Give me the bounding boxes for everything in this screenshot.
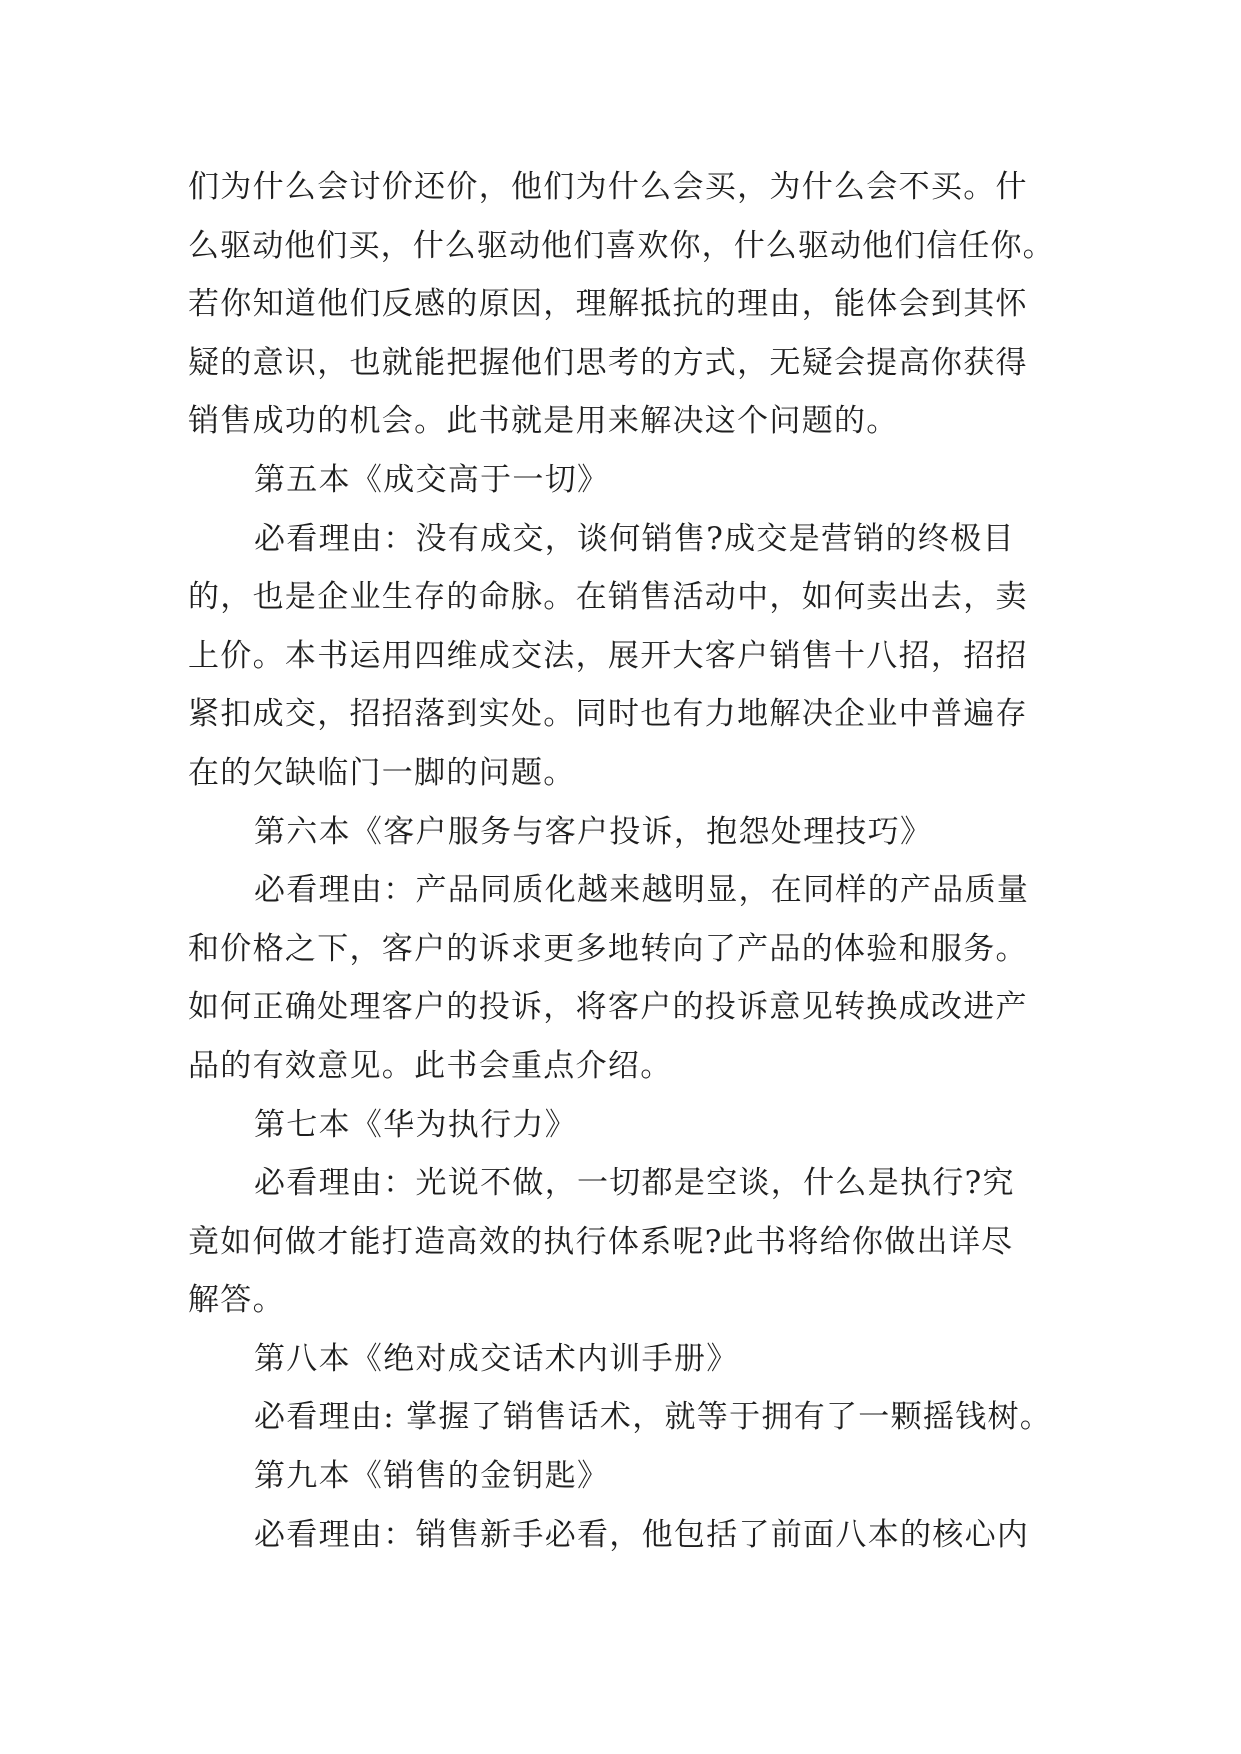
text-line: 第七本《华为执行力》 bbox=[254, 1106, 577, 1143]
text-line: 和价格之下，客户的诉求更多地转向了产品的体验和服务。 bbox=[188, 930, 1028, 967]
text-line: 么驱动他们买，什么驱动他们喜欢你，什么驱动他们信任你。 bbox=[188, 227, 1055, 264]
text-line: 销售成功的机会。此书就是用来解决这个问题的。 bbox=[188, 403, 899, 440]
text-line: 必看理由：没有成交，谈何销售?成交是营销的终极目 bbox=[254, 520, 1015, 557]
text-line: 第八本《绝对成交话术内训手册》 bbox=[254, 1340, 739, 1377]
text-line: 疑的意识，也就能把握他们思考的方式，无疑会提高你获得 bbox=[188, 344, 1028, 381]
text-line: 上价。本书运用四维成交法，展开大客户销售十八招，招招 bbox=[188, 637, 1028, 674]
text-line: 必看理由：产品同质化越来越明显，在同样的产品质量 bbox=[254, 872, 1030, 909]
text-line: 的，也是企业生存的命脉。在销售活动中，如何卖出去，卖 bbox=[188, 579, 1028, 616]
text-line: 第六本《客户服务与客户投诉，抱怨处理技巧》 bbox=[254, 813, 933, 850]
text-line: 第九本《销售的金钥匙》 bbox=[254, 1458, 610, 1495]
text-line: 若你知道他们反感的原因，理解抵抗的理由，能体会到其怀 bbox=[188, 286, 1028, 323]
text-line: 品的有效意见。此书会重点介绍。 bbox=[188, 1047, 673, 1084]
text-line: 在的欠缺临门一脚的问题。 bbox=[188, 754, 576, 791]
text-line: 解答。 bbox=[188, 1282, 285, 1319]
text-line: 紧扣成交，招招落到实处。同时也有力地解决企业中普遍存 bbox=[188, 696, 1028, 733]
document-body bbox=[188, 158, 1054, 1564]
text-line: 如何正确处理客户的投诉，将客户的投诉意见转换成改进产 bbox=[188, 989, 1028, 1026]
text-line: 竟如何做才能打造高效的执行体系呢?此书将给你做出详尽 bbox=[188, 1223, 1014, 1260]
text-line: 必看理由：销售新手必看，他包括了前面八本的核心内 bbox=[254, 1516, 1030, 1553]
text-line: 第五本《成交高于一切》 bbox=[254, 461, 610, 498]
text-line: 们为什么会讨价还价，他们为什么会买，为什么会不买。什 bbox=[188, 169, 1028, 205]
text-line: 必看理由: 掌握了销售话术，就等于拥有了一颗摇钱树。 bbox=[254, 1399, 1053, 1436]
text-line: 必看理由：光说不做，一切都是空谈，什么是执行?究 bbox=[254, 1165, 1015, 1202]
